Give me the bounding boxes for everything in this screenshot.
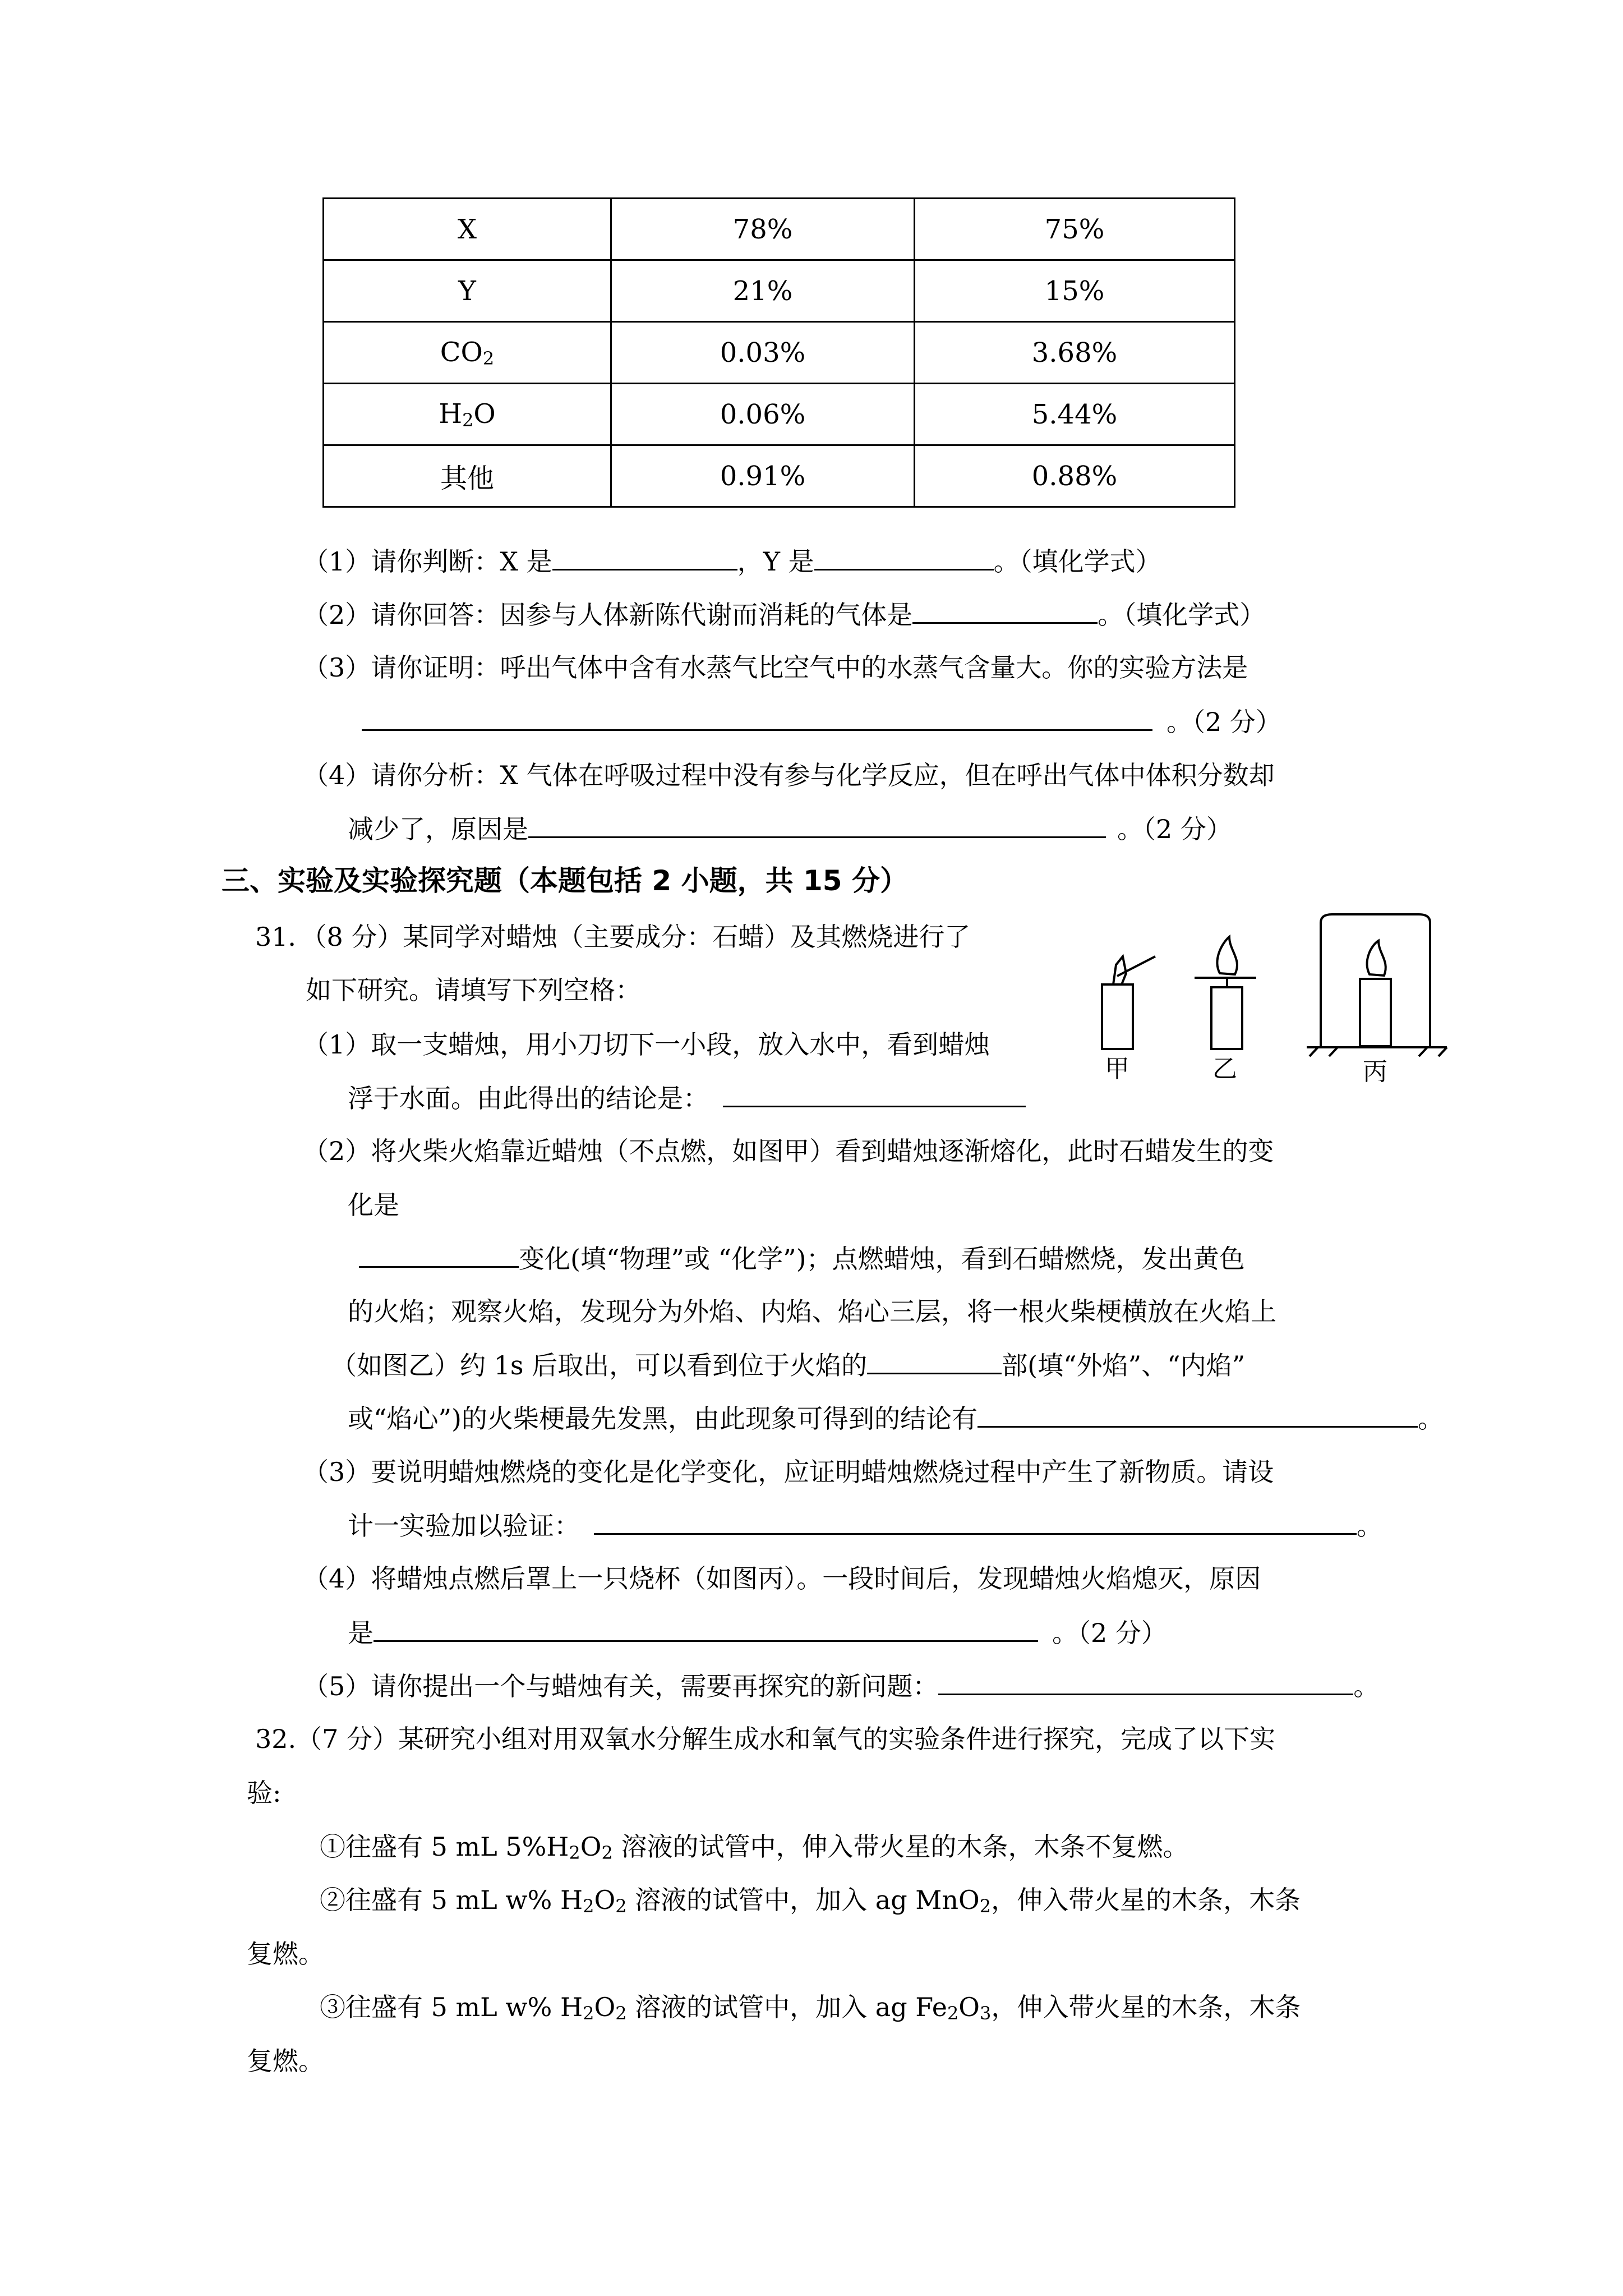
q32-step1: ①往盛有 5 mL $5\%H_2O_2$ 溶液的试管中，伸入带火星的木条，木条不复燃。 [320,1832,1189,1864]
q31-line6: 化是 [348,1190,399,1220]
match-flame-jia-icon [1113,956,1126,984]
q32-step2-cont: 复燃。 [247,1939,324,1969]
exhaled-percent-cell: 3.68% [915,322,1235,384]
candle-yi-icon [1211,987,1242,1049]
q31-line2: 如下研究。请填写下列空格： [306,975,641,1005]
beaker-bing-icon [1321,914,1430,1046]
q30-part4-cont: 减少了，原因是 。（2 分） [348,812,1232,846]
air-percent-cell: 0.91% [611,445,915,507]
gas-composition-table [322,197,1235,508]
answer-blank-change-type[interactable] [359,1241,519,1268]
section-3-heading: 三、实验及实验探究题（本题包括 2 小题，共 15 分） [222,864,908,897]
figure-label-bing: 丙 [1363,1057,1387,1085]
figure-label-jia: 甲 [1105,1055,1129,1083]
q31-line1: 31．（8 分）某同学对蜡烛（主要成分：石蜡）及其燃烧进行了 [255,922,971,952]
answer-blank-flame-part[interactable] [867,1348,1002,1374]
exhaled-percent-cell: 5.44% [915,384,1235,445]
q31-line3: （1）取一支蜡烛，用小刀切下一小段，放入水中，看到蜡烛 [303,1029,990,1060]
q31-line7: 变化(填“物理”或 “化学”)；点燃蜡烛，看到石蜡燃烧，发出黄色 [359,1241,1245,1276]
exhaled-percent-cell: 15% [915,260,1235,322]
q31-line4: 浮于水面。由此得出的结论是： [348,1081,1026,1115]
q31-line15: （5）请你提出一个与蜡烛有关，需要再探究的新问题： 。 [303,1669,1379,1703]
figure-yi [1195,937,1256,1049]
q31-line12: 计一实验加以验证： 。 [348,1508,1382,1543]
answer-blank-consumed-gas[interactable] [912,597,1098,624]
q31-line14: 是 。（2 分） [348,1616,1167,1650]
air-percent-cell: 0.06% [611,384,915,445]
air-percent-cell: 78% [611,199,915,260]
answer-blank-method[interactable] [362,705,1152,731]
table-row [324,260,1235,322]
hatch-icon [1310,1047,1447,1056]
air-percent-cell: 21% [611,260,915,322]
answer-blank-extinguish-reason[interactable] [374,1616,1038,1642]
q31-line11: （3）要说明蜡烛燃烧的变化是化学变化，应证明蜡烛燃烧过程中产生了新物质。请设 [303,1457,1274,1487]
gas-name-cell: 其他 [324,445,611,507]
table-row [324,199,1235,260]
candle-bing-icon [1360,979,1391,1046]
answer-blank-x[interactable] [552,544,737,570]
q31-line13: （4）将蜡烛点燃后罩上一只烧杯（如图丙）。一段时间后，发现蜡烛火焰熄灭，原因 [303,1563,1261,1594]
gas-name-cell: $CO_2$ [324,322,611,384]
gas-name-cell: Y [324,260,611,322]
table-row [324,322,1235,384]
exhaled-percent-cell: 0.88% [915,445,1235,507]
figure-label-yi: 乙 [1212,1055,1237,1083]
answer-blank-reason[interactable] [528,812,1106,838]
q31-line5: （2）将火柴火焰靠近蜡烛（不点燃，如图甲）看到蜡烛逐渐熔化，此时石蜡发生的变 [303,1136,1274,1166]
gas-name-cell: X [324,199,611,260]
answer-blank-verify-experiment[interactable] [594,1508,1357,1535]
flame-bing-icon [1367,941,1386,976]
candle-figure [1082,912,1475,1085]
flame-yi-icon [1217,937,1237,974]
candle-jia-icon [1102,984,1133,1049]
exhaled-percent-cell: 75% [915,199,1235,260]
answer-blank-float-conclusion[interactable] [723,1081,1026,1107]
q32-step2: ②往盛有 5 mL w% $H_2O_2$ 溶液的试管中，加入 ag MnO$_2$，伸入带火星的木条，木条 [320,1885,1301,1917]
answer-blank-flame-conclusion[interactable] [978,1401,1418,1428]
q32-line1: 32.（7 分）某研究小组对用双氧水分解生成水和氧气的实验条件进行探究，完成了以下实 [255,1724,1276,1754]
q32-step3-cont: 复燃。 [247,2046,324,2076]
gas-name-cell: $H_2O$ [324,384,611,445]
q30-part1: （1）请你判断：X 是 ，Y 是 。（填化学式） [303,544,1161,578]
figure-bing [1307,914,1447,1056]
q31-line8: 的火焰；观察火焰，发现分为外焰、内焰、焰心三层，将一根火柴梗横放在火焰上 [348,1296,1276,1327]
figure-jia [1102,956,1155,1049]
air-percent-cell: 0.03% [611,322,915,384]
table-row [324,384,1235,445]
q30-part3-answer: 。（2 分） [362,705,1281,739]
q30-part2: （2）请你回答：因参与人体新陈代谢而消耗的气体是 。（填化学式） [303,597,1265,632]
q30-part4: （4）请你分析：X 气体在呼吸过程中没有参与化学反应，但在呼出气体中体积分数却 [303,760,1275,790]
q31-line9: （如图乙）约 1s 后取出，可以看到位于火焰的 部(填“外焰”、“内焰” [331,1348,1245,1382]
q30-part3: （3）请你证明：呼出气体中含有水蒸气比空气中的水蒸气含量大。你的实验方法是 [303,652,1248,683]
q32-step3: ③往盛有 5 mL w% $H_2O_2$ 溶液的试管中，加入 ag $Fe_2O_3$，伸入带火星的木条，木条 [320,1992,1301,2024]
table-row [324,445,1235,507]
q32-line2: 验: [247,1778,282,1808]
answer-blank-y[interactable] [814,544,994,570]
answer-blank-new-question[interactable] [938,1669,1353,1695]
q31-line10: 或“焰心”)的火柴梗最先发黑，由此现象可得到的结论有 。 [348,1401,1444,1435]
